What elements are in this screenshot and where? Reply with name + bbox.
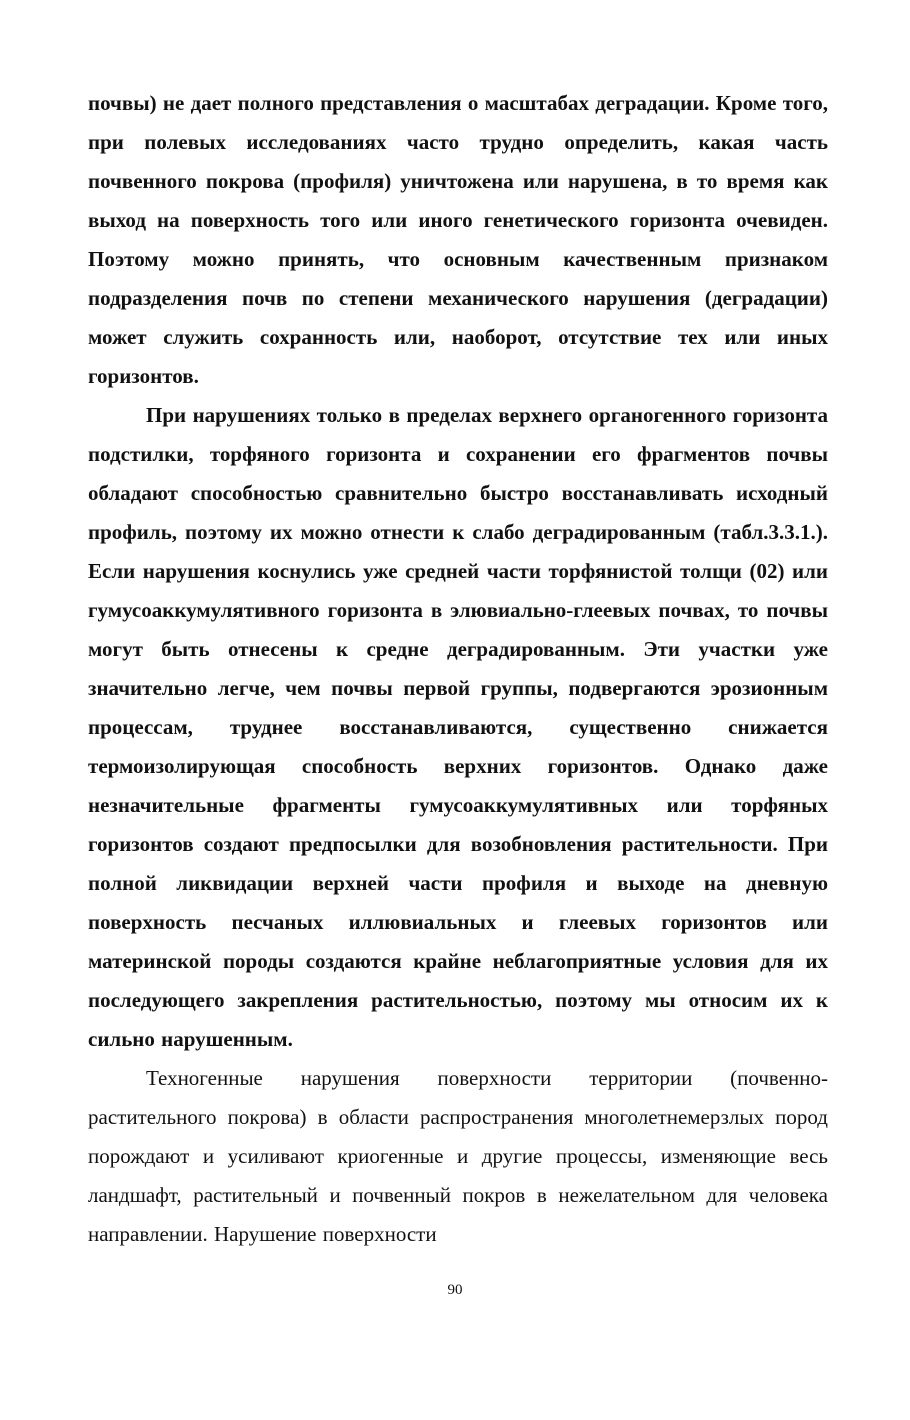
paragraph-2: При нарушениях только в пределах верхнего органогенного горизонта подстилки, торфяного горизонта и сохранении его фрагментов почвы обладают способностью сравнительно быстро восстанавливать исходный профиль, поэтому их можно отнести к слабо деградированным (табл.3.3.1.). Если нарушения коснулись уже средней части торфянистой толщи (02) или гумусоаккумулятивного горизонта в элювиально-глеевых почвах, то почвы могут быть отнесены к средне деградированным. Эти участки уже значительно легче, чем почвы первой группы, подвергаются эрозионным процессам, труднее восстанавливаются, существенно снижается термоизолирующая способность верхних горизонтов. Однако даже незначительные фрагменты гумусоаккумулятивных или торфяных горизонтов создают предпосылки для возобновления растительности. При полной ликвидации верхней части профиля и выходе на дневную поверхность песчаных иллювиальных и глеевых горизонтов или материнской породы создаются крайне неблагоприятные условия для их последующего закрепления растительностью, поэтому мы относим их к сильно нарушенным. bbox=[88, 403, 828, 1051]
page-number: 90 bbox=[447, 1282, 463, 1298]
paragraph-1: почвы) не дает полного представления о масштабах деградации. Кроме того, при полевых исследованиях часто трудно определить, какая часть почвенного покрова (профиля) уничтожена или нарушена, в то время как выход на поверхность того или иного генетического горизонта очевиден. Поэтому можно принять, что основным качественным признаком подразделения почв по степени механического нарушения (деградации) может служить сохранность или, наоборот, отсутствие тех или иных горизонтов. bbox=[88, 91, 828, 388]
paragraph-3: Техногенные нарушения поверхности территории (почвенно-растительного покрова) в области распространения многолетнемерзлых пород порождают и усиливают криогенные и другие процессы, изменяющие весь ландшафт, растительный и почвенный покров в нежелательном для человека направлении. Нарушение поверхности bbox=[88, 1066, 828, 1246]
document-page bbox=[88, 84, 828, 1254]
